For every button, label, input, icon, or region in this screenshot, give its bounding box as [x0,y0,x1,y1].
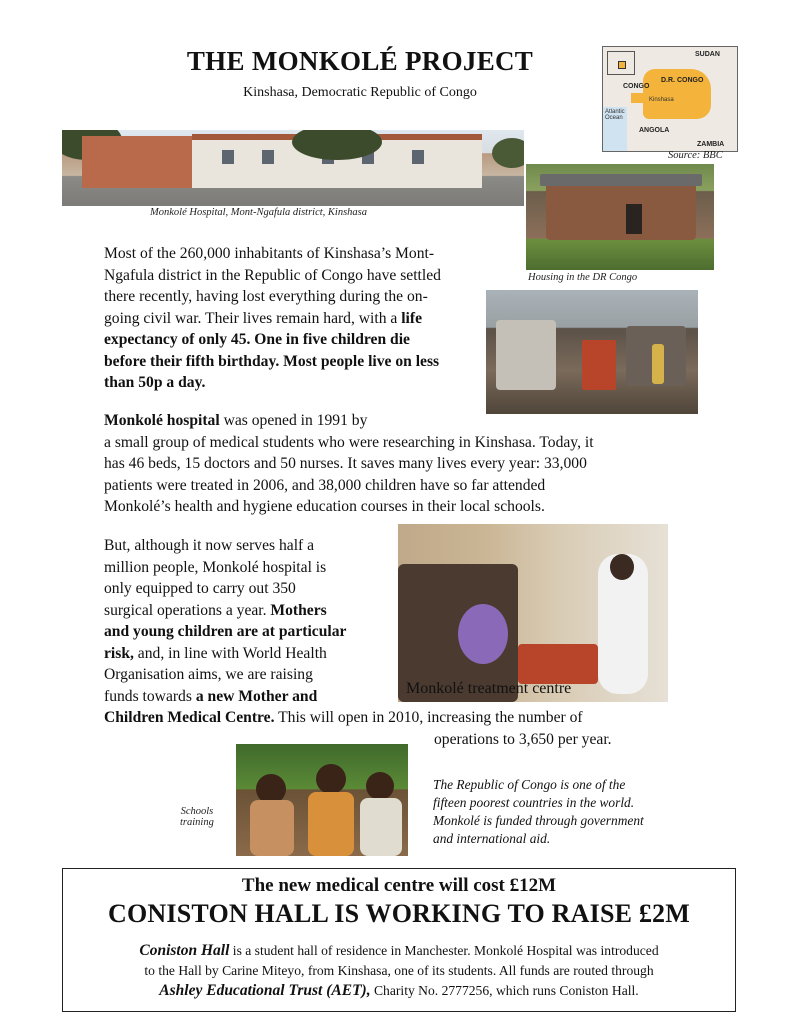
housing-photo [526,164,714,270]
map-label-drc: D.R. CONGO [661,77,704,84]
map-label-zambia: ZAMBIA [697,141,725,148]
map-label-kinshasa: Kinshasa [649,97,674,103]
poverty-note: The Republic of Congo is one of the fifteen poorest countries in the world. Monkolé is funded through government and international aid. [433,777,644,846]
hospital-paragraph: Monkolé hospital was opened in 1991 by a small group of medical students who were researching in Kinshasa. Today, it has 46 beds, 15 doctors and 50 nurses. It saves many lives every year: 33,000 patients were treated in 2006, and 38,000 children have so far attended Monkolé’s health and hygiene education courses in their local schools. [104,412,594,515]
hospital-photo [62,130,524,206]
fundraising-box [62,868,736,1012]
hospital-caption: Monkolé Hospital, Mont-Ngafula district, Kinshasa [150,207,367,218]
appeal-paragraph: But, although it now serves half a million people, Monkolé hospital is only equipped to carry out 350 surgical operations a year. Mothers and young children are at particular risk, and, in line with World Health Organisation aims, we are raising funds towards a new Mother and Children Medical Centre. This will open in 2010, increasing the number of operations to 3,650 per year. [104,537,612,748]
treatment-caption: Monkolé treatment centre [406,680,572,697]
intro-paragraph: Most of the 260,000 inhabitants of Kinshasa’s Mont- Ngafula district in the Republic of Congo have settled there recently, having lost everything during the on- going civil war. Their lives remain hard, with a life expectancy of only 45. One in five children die before their fifth birthday. Most people live on less than 50p a day. [104,245,441,391]
page-subtitle: Kinshasa, Democratic Republic of Congo [243,85,477,100]
page-title: THE MONKOLÉ PROJECT [186,46,534,76]
map-label-sudan: SUDAN [695,51,720,58]
schools-photo [236,744,408,856]
map-inset [607,51,635,75]
raise-heading: CONISTON HALL IS WORKING TO RAISE £2M [108,899,690,928]
schools-caption: Schools training [180,806,214,828]
congo-map [602,46,738,152]
map-label-atlantic: Atlantic Ocean [605,109,625,121]
housing-caption: Housing in the DR Congo [528,272,638,283]
coniston-paragraph: Coniston Hall is a student hall of residence in Manchester. Monkolé Hospital was introduced to the Hall by Carine Miteyo, from Kinshasa, one of its students. All funds are routed through Ashley Educational Trust (AET), Charity No. 2777256, which runs Coniston Hall. [139,942,659,999]
shanty-photo [486,290,698,414]
map-label-angola: ANGOLA [639,127,670,134]
map-label-congo: CONGO [623,83,650,90]
map-source: Source: BBC [668,150,723,161]
cost-heading: The new medical centre will cost £12M [241,875,557,896]
